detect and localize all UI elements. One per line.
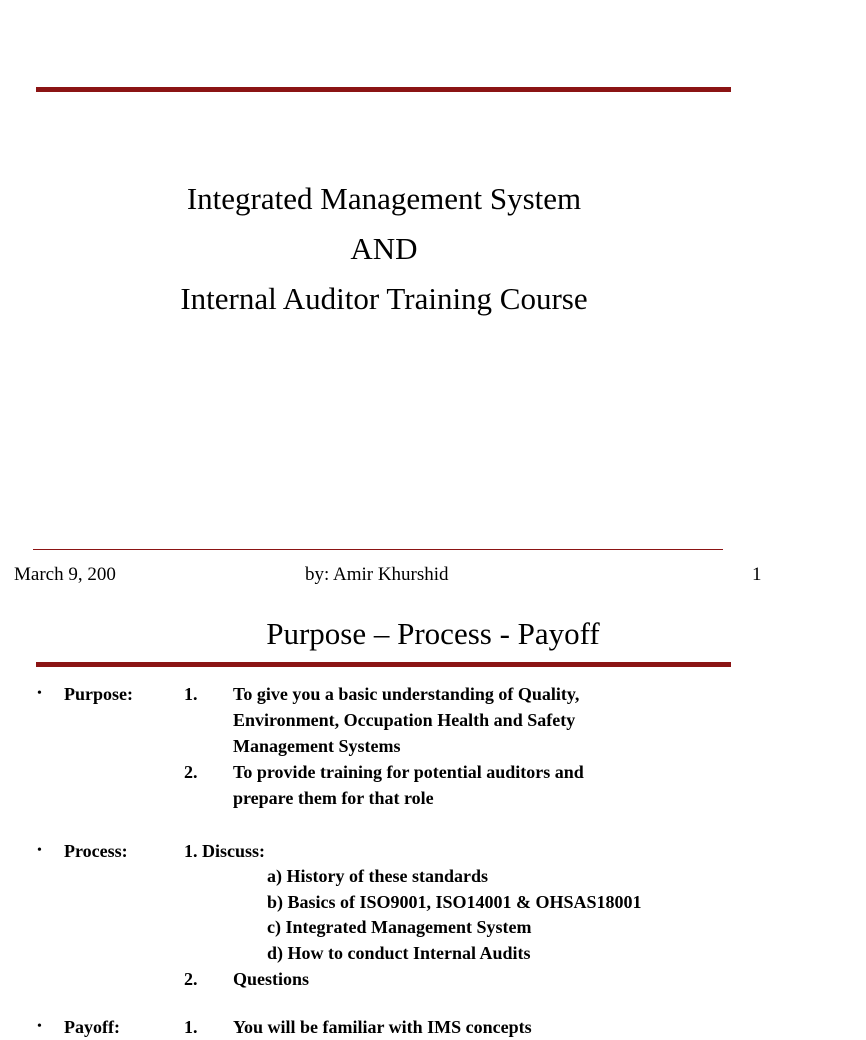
process-sub-item-d: d) How to conduct Internal Audits (267, 943, 531, 963)
process-label: Process: (64, 841, 128, 861)
title-divider (36, 662, 731, 667)
title-line-3: Internal Auditor Training Course (180, 281, 588, 316)
process-sub-item-c: c) Integrated Management System (267, 917, 532, 937)
purpose-item-2-line-2-row (0, 785, 768, 811)
purpose-item-2-row (0, 759, 768, 785)
purpose-item-1-line-3-row (0, 733, 768, 759)
process-row (0, 838, 768, 864)
purpose-item-1-line-3: Management Systems (233, 736, 401, 756)
content-slide (0, 592, 768, 1037)
payoff-label: Payoff: (64, 1017, 120, 1037)
purpose-item-2-line-1: To provide training for potential auditors and (233, 762, 584, 782)
footer-page-number: 1 (752, 564, 762, 585)
process-sub-item-b: b) Basics of ISO9001, ISO14001 & OHSAS18001 (267, 892, 642, 912)
footer-date: March 9, 200 (14, 564, 116, 585)
bullet-icon: • (37, 843, 42, 858)
process-item-2-number: 2. (184, 969, 198, 989)
process-item-2-row (0, 966, 768, 992)
top-divider (36, 87, 731, 92)
footer-divider (33, 549, 723, 550)
purpose-item-1-line-2: Environment, Occupation Health and Safety (233, 710, 576, 730)
purpose-item-1-line-2-row (0, 707, 768, 733)
purpose-row (0, 681, 768, 707)
process-sub-item-row (0, 940, 768, 966)
process-sub-item-row (0, 889, 768, 915)
payoff-item-1-number: 1. (184, 1017, 198, 1037)
process-sub-item-row (0, 914, 768, 940)
purpose-label: Purpose: (64, 684, 133, 704)
process-item-2-text: Questions (233, 969, 310, 989)
purpose-item-1-line-1: To give you a basic understanding of Quality, (233, 684, 580, 704)
payoff-item-1-text: You will be familiar with IMS concepts (233, 1017, 532, 1037)
payoff-row (0, 1014, 768, 1040)
purpose-item-2-number: 2. (184, 762, 198, 782)
purpose-item-2-line-2: prepare them for that role (233, 788, 434, 808)
process-discuss: 1. Discuss: (184, 841, 266, 861)
slide-title: Purpose – Process - Payoff (266, 616, 600, 651)
bullet-icon: • (37, 1019, 42, 1034)
footer-author: by: Amir Khurshid (305, 564, 449, 585)
process-sub-item-a: a) History of these standards (267, 866, 488, 886)
process-sub-item-row (0, 863, 768, 889)
purpose-item-1-number: 1. (184, 684, 198, 704)
title-line-2: AND (350, 231, 418, 266)
bullet-icon: • (37, 686, 42, 701)
title-line-1: Integrated Management System (186, 181, 582, 216)
